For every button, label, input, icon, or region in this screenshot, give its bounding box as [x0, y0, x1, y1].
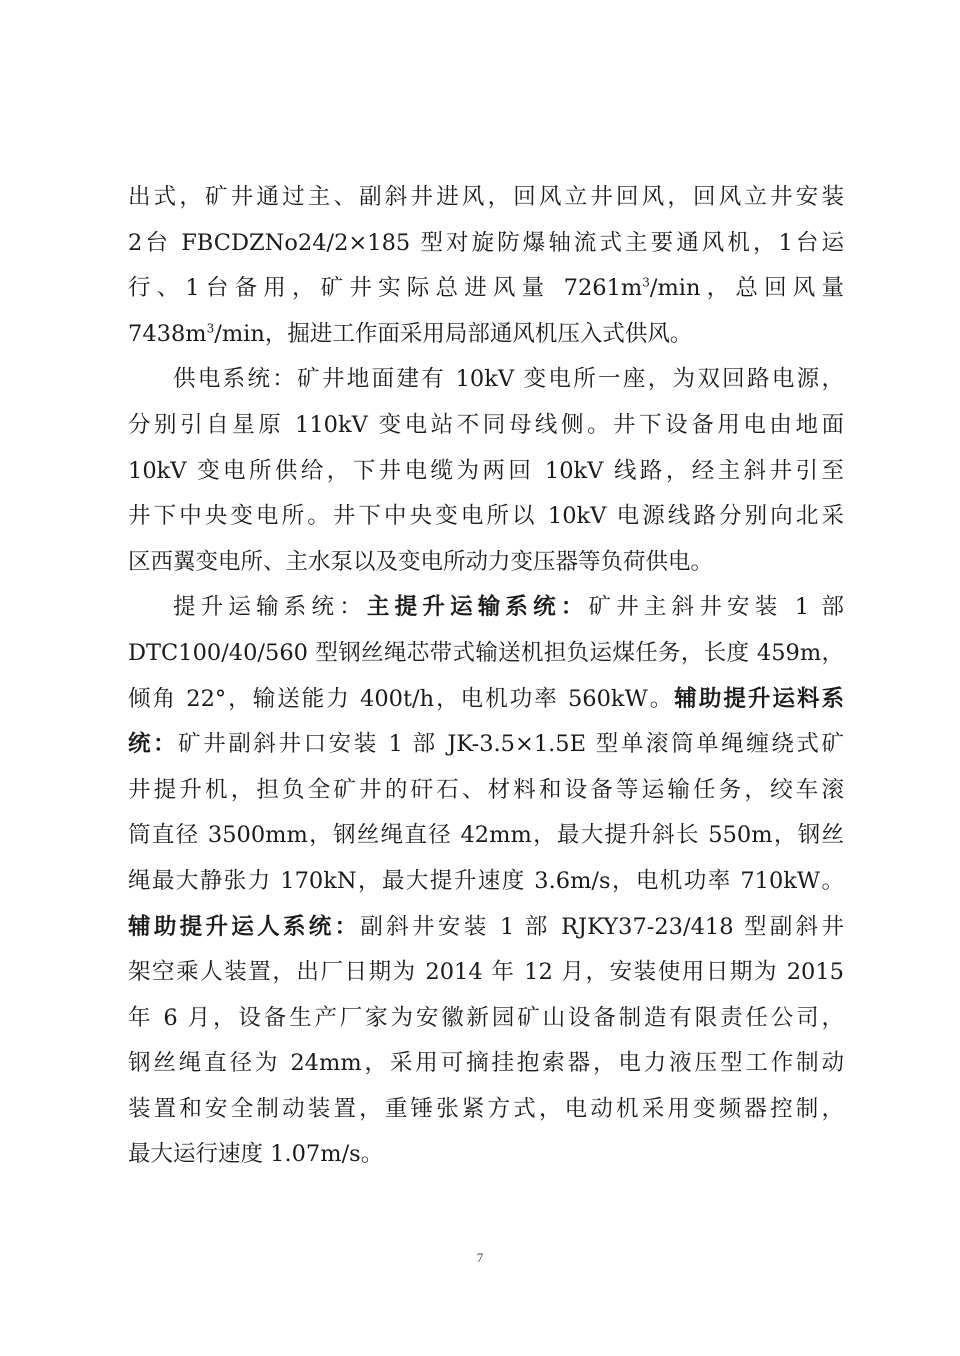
text-line [128, 722, 844, 768]
text-line: 年 6 月，设备生产厂家为安徽新园矿山设备制造有限责任公司， [128, 1004, 844, 1031]
body-text [128, 175, 844, 1178]
text-span: /min，总回风量 [649, 275, 844, 302]
text-line: 架空乘人装置，出厂日期为 2014 年 12 月，安装使用日期为 2015 [128, 959, 844, 986]
text-span: 副斜井安装 1 部 RJKY37-23/418 型副斜井 [360, 913, 844, 940]
text-span: 行、1台备用，矿井实际总进风量 7261m [128, 275, 643, 302]
text-span: 矿井副斜井口安装 1 部 JK-3.5×1.5E 型单滚筒单绳缠绕式矿 [178, 731, 844, 758]
text-line: 区西翼变电所、主水泵以及变电所动力变压器等负荷供电。 [128, 548, 714, 575]
bold-heading: 主提升运输系统： [366, 594, 589, 621]
text-line: 10kV 变电所供给，下井电缆为两回 10kV 线路，经主斜井引至 [128, 457, 844, 484]
text-line: 出式，矿井通过主、副斜井进风，回风立井回风，回风立井安装 [128, 184, 844, 210]
text-line: 最大运行速度 1.07m/s。 [128, 1141, 384, 1168]
section-label: 提升运输系统： [173, 594, 367, 621]
text-line [128, 905, 844, 951]
text-line [128, 266, 844, 312]
text-line: 分别引自星原 110kV 变电站不同母线侧。井下设备用电由地面 [128, 411, 844, 438]
page-number: 7 [476, 1250, 484, 1265]
superscript: 3 [206, 321, 215, 336]
text-line [128, 585, 844, 631]
text-line: 2台 FBCDZNo24/2×185 型对旋防爆轴流式主要通风机，1台运 [128, 229, 844, 256]
bold-heading: 统： [128, 731, 179, 758]
text-span: 矿井主斜井安装 1 部 [588, 594, 844, 621]
bold-heading: 辅助提升运料系 [674, 685, 844, 712]
text-span: 7438m [128, 320, 207, 347]
text-line: 井提升机，担负全矿井的矸石、材料和设备等运输任务，绞车滚 [128, 776, 844, 803]
text-line: 钢丝绳直径为 24mm，采用可摘挂抱索器，电力液压型工作制动 [128, 1050, 844, 1077]
bold-heading: 辅助提升运人系统： [128, 913, 361, 940]
text-line: 装置和安全制动装置，重锤张紧方式，电动机采用变频器控制， [128, 1095, 844, 1122]
text-line: 供电系统：矿井地面建有 10kV 变电所一座，为双回路电源， [173, 366, 844, 393]
superscript: 3 [642, 275, 650, 290]
text-line: 筒直径 3500mm，钢丝绳直径 42mm，最大提升斜长 550m，钢丝 [128, 822, 844, 849]
text-line: DTC100/40/560 型钢丝绳芯带式输送机担负运煤任务，长度 459m， [128, 639, 844, 666]
text-line: 井下中央变电所。井下中央变电所以 10kV 电源线路分别向北采 [128, 503, 844, 530]
text-line: 绳最大静张力 170kN，最大提升速度 3.6m/s，电机功率 710kW。 [128, 867, 844, 894]
text-line [128, 677, 844, 723]
text-span: 倾角 22°，输送能力 400t/h，电机功率 560kW。 [128, 685, 675, 712]
text-line [128, 312, 844, 358]
text-span: /min，掘进工作面采用局部通风机压入式供风。 [214, 320, 693, 347]
